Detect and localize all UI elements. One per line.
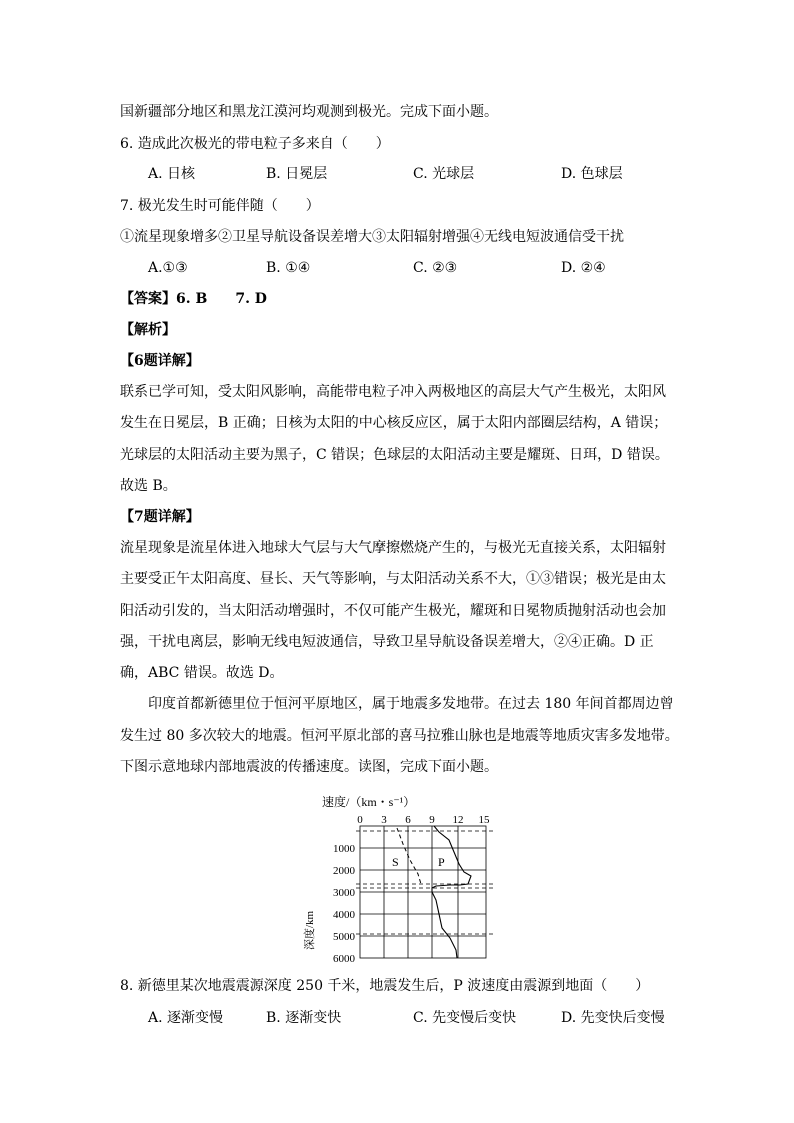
q7-detail-heading: 【7题详解】 bbox=[120, 509, 200, 525]
q6-detail-line: 故选 B。 bbox=[120, 478, 177, 494]
question-7-choices: ①流星现象增多②卫星导航设备误差增大③太阳辐射增强④无线电短波通信受干扰 bbox=[120, 229, 624, 245]
intro-text: 国新疆部分地区和黑龙江漠河均观测到极光。完成下面小题。 bbox=[120, 104, 498, 120]
q7-option-a: A.①③ bbox=[148, 260, 188, 276]
q6-detail-line: 联系已学可知，受太阳风影响，高能带电粒子冲入两极地区的高层大气产生极光，太阳风 bbox=[120, 384, 666, 400]
q7-detail-line: 流星现象是流星体进入地球大气层与大气摩擦燃烧产生的，与极光无直接关系，太阳辐射 bbox=[120, 540, 666, 556]
q7-option-b: B. ①④ bbox=[266, 260, 311, 276]
q8-option-b: B. 逐渐变快 bbox=[266, 1010, 342, 1026]
q8-option-c: C. 先变慢后变快 bbox=[413, 1010, 517, 1026]
y-tick: 5000 bbox=[333, 931, 355, 943]
q7-option-c: C. ②③ bbox=[413, 260, 458, 276]
x-tick: 15 bbox=[478, 814, 490, 826]
passage-line: 印度首都新德里位于恒河平原地区，属于地震多发地带。在过去 180 年间首都周边曾 bbox=[120, 696, 674, 712]
q7-detail-line: 强，干扰电离层，影响无线电短波通信，导致卫星导航设备误差增大，②④正确。D 正 bbox=[120, 634, 654, 650]
analysis-heading: 【解析】 bbox=[120, 322, 176, 338]
passage-line: 发生过 80 多次较大的地震。恒河平原北部的喜马拉雅山脉也是地震等地质灾害多发地带。 bbox=[120, 728, 679, 744]
y-tick: 2000 bbox=[333, 865, 355, 877]
q7-option-d: D. ②④ bbox=[561, 260, 606, 276]
x-tick: 6 bbox=[405, 814, 411, 826]
q6-detail-line: 发生在日冕层，B 正确；日核为太阳的中心核反应区，属于太阳内部圈层结构，A 错误； bbox=[120, 415, 668, 431]
p-wave-label: P bbox=[438, 855, 445, 869]
answer-line: 【答案】6. B 7. D bbox=[120, 291, 267, 307]
seismic-wave-diagram bbox=[300, 788, 520, 968]
y-tick: 3000 bbox=[333, 887, 355, 899]
s-wave-label: S bbox=[392, 855, 399, 869]
y-tick: 6000 bbox=[333, 953, 355, 965]
q7-detail-line: 阳活动引发的，当太阳活动增强时，不仅可能产生极光，耀斑和日冕物质抛射活动也会加 bbox=[120, 603, 666, 619]
passage-line: 下图示意地球内部地震波的传播速度。读图，完成下面小题。 bbox=[120, 759, 498, 775]
y-tick: 4000 bbox=[333, 909, 355, 921]
q7-detail-line: 确，ABC 错误。故选 D。 bbox=[120, 665, 284, 681]
q6-detail-heading: 【6题详解】 bbox=[120, 353, 200, 369]
x-tick: 9 bbox=[429, 814, 435, 826]
grid bbox=[360, 826, 486, 958]
x-tick: 3 bbox=[381, 814, 387, 826]
y-axis-label: 深度/km bbox=[304, 910, 316, 950]
q6-option-d: D. 色球层 bbox=[561, 166, 623, 182]
question-8-stem: 8. 新德里某次地震震源深度 250 千米，地震发生后，P 波速度由震源到地面（ ） bbox=[120, 978, 650, 994]
x-axis-label: 速度/（km・s⁻¹） bbox=[322, 795, 416, 809]
q6-option-b: B. 日冕层 bbox=[266, 166, 328, 182]
question-6-stem: 6. 造成此次极光的带电粒子多来自（ ） bbox=[120, 136, 390, 152]
s-wave-curve bbox=[397, 828, 421, 884]
question-7-stem: 7. 极光发生时可能伴随（ ） bbox=[120, 198, 320, 214]
y-tick: 1000 bbox=[333, 843, 355, 855]
q8-option-d: D. 先变快后变慢 bbox=[561, 1010, 665, 1026]
q6-option-c: C. 光球层 bbox=[413, 166, 475, 182]
q7-detail-line: 主要受正午太阳高度、昼长、天气等影响，与太阳活动关系不大，①③错误；极光是由太 bbox=[120, 571, 666, 587]
x-tick: 0 bbox=[357, 814, 363, 826]
x-tick: 12 bbox=[452, 814, 464, 826]
q8-option-a: A. 逐渐变慢 bbox=[148, 1010, 224, 1026]
boundary-dashed-lines bbox=[356, 831, 496, 934]
q6-detail-line: 光球层的太阳活动主要为黑子，C 错误；色球层的太阳活动主要是耀斑、日珥，D 错误。 bbox=[120, 447, 669, 463]
q6-option-a: A. 日核 bbox=[148, 166, 196, 182]
